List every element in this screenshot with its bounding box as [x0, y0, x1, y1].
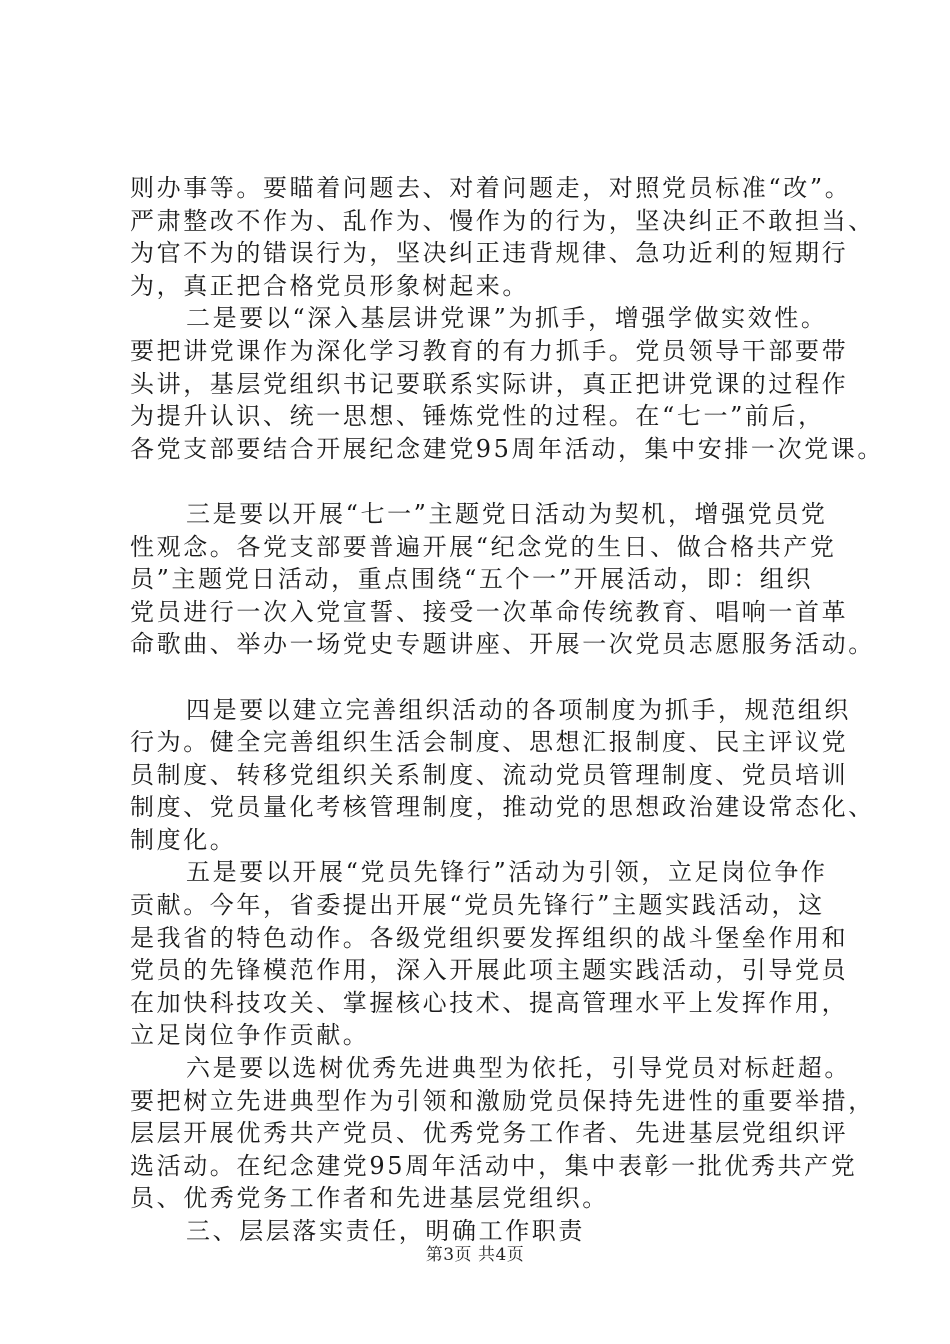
text-line: 五是要以开展“党员先锋行”活动为引领，立足岗位争作 [186, 858, 828, 887]
text-line: 党员的先锋模范作用，深入开展此项主题实践活动，引导党员 [130, 956, 849, 985]
text-line: 命歌曲、举办一场党史专题讲座、开展一次党员志愿服务活动。 [130, 630, 875, 659]
text-line: 员”主题党日活动，重点围绕“五个一”开展活动，即：组织 [130, 565, 814, 594]
text-line: 在加快科技攻关、掌握核心技术、提高管理水平上发挥作用， [130, 988, 849, 1017]
text-line: 党员进行一次入党宣誓、接受一次革命传统教育、唱响一首革 [130, 597, 849, 626]
text-line: 制度、党员量化考核管理制度，推动党的思想政治建设常态化、 [130, 793, 875, 822]
text-line: 要把树立先进典型作为引领和激励党员保持先进性的重要举措， [130, 1086, 875, 1115]
text-line: 为，真正把合格党员形象树起来。 [130, 271, 529, 300]
text-line: 二是要以“深入基层讲党课”为抓手，增强学做实效性。 [186, 304, 828, 333]
text-line: 性观念。各党支部要普遍开展“纪念党的生日、做合格共产党 [130, 532, 837, 561]
text-line: 要把讲党课作为深化学习教育的有力抓手。党员领导干部要带 [130, 336, 849, 365]
text-line: 员、优秀党务工作者和先进基层党组织。 [130, 1184, 609, 1213]
text-line: 是我省的特色动作。各级党组织要发挥组织的战斗堡垒作用和 [130, 923, 849, 952]
text-line: 选活动。在纪念建党95周年活动中，集中表彰一批优秀共产党 [130, 1151, 858, 1180]
text-line: 立足岗位争作贡献。 [130, 1021, 370, 1050]
text-line: 为提升认识、统一思想、锤炼党性的过程。在“七一”前后， [130, 402, 825, 431]
text-line: 则办事等。要瞄着问题去、对着问题走，对照党员标准“改”。 [130, 174, 852, 202]
document-body [130, 172, 884, 1248]
blank-line [130, 661, 850, 694]
text-line: 制度化。 [130, 825, 237, 854]
text-line: 头讲，基层党组织书记要联系实际讲，真正把讲党课的过程作 [130, 369, 849, 398]
page-footer: 第3页 共4页 [425, 1245, 525, 1265]
text-line: 员制度、转移党组织关系制度、流动党员管理制度、党员培训 [130, 760, 849, 789]
text-line: 层层开展优秀共产党员、优秀党务工作者、先进基层党组织评 [130, 1119, 849, 1148]
text-line: 严肃整改不作为、乱作为、慢作为的行为，坚决纠正不敢担当、 [130, 206, 875, 235]
text-line: 三、层层落实责任，明确工作职责 [186, 1217, 585, 1245]
text-line: 为官不为的错误行为，坚决纠正违背规律、急功近利的短期行 [130, 239, 849, 268]
text-line: 三是要以开展“七一”主题党日活动为契机，增强党员党 [186, 499, 828, 528]
text-line: 四是要以建立完善组织活动的各项制度为抓手，规范组织 [186, 695, 851, 724]
text-line: 贡献。今年，省委提出开展“党员先锋行”主题实践活动，这 [130, 891, 825, 920]
text-line: 六是要以选树优秀先进典型为依托，引导党员对标赶超。 [186, 1054, 851, 1083]
text-line: 各党支部要结合开展纪念建党95周年活动，集中安排一次党课。 [130, 434, 884, 463]
text-line: 行为。健全完善组织生活会制度、思想汇报制度、民主评议党 [130, 728, 849, 757]
blank-line [130, 465, 850, 498]
